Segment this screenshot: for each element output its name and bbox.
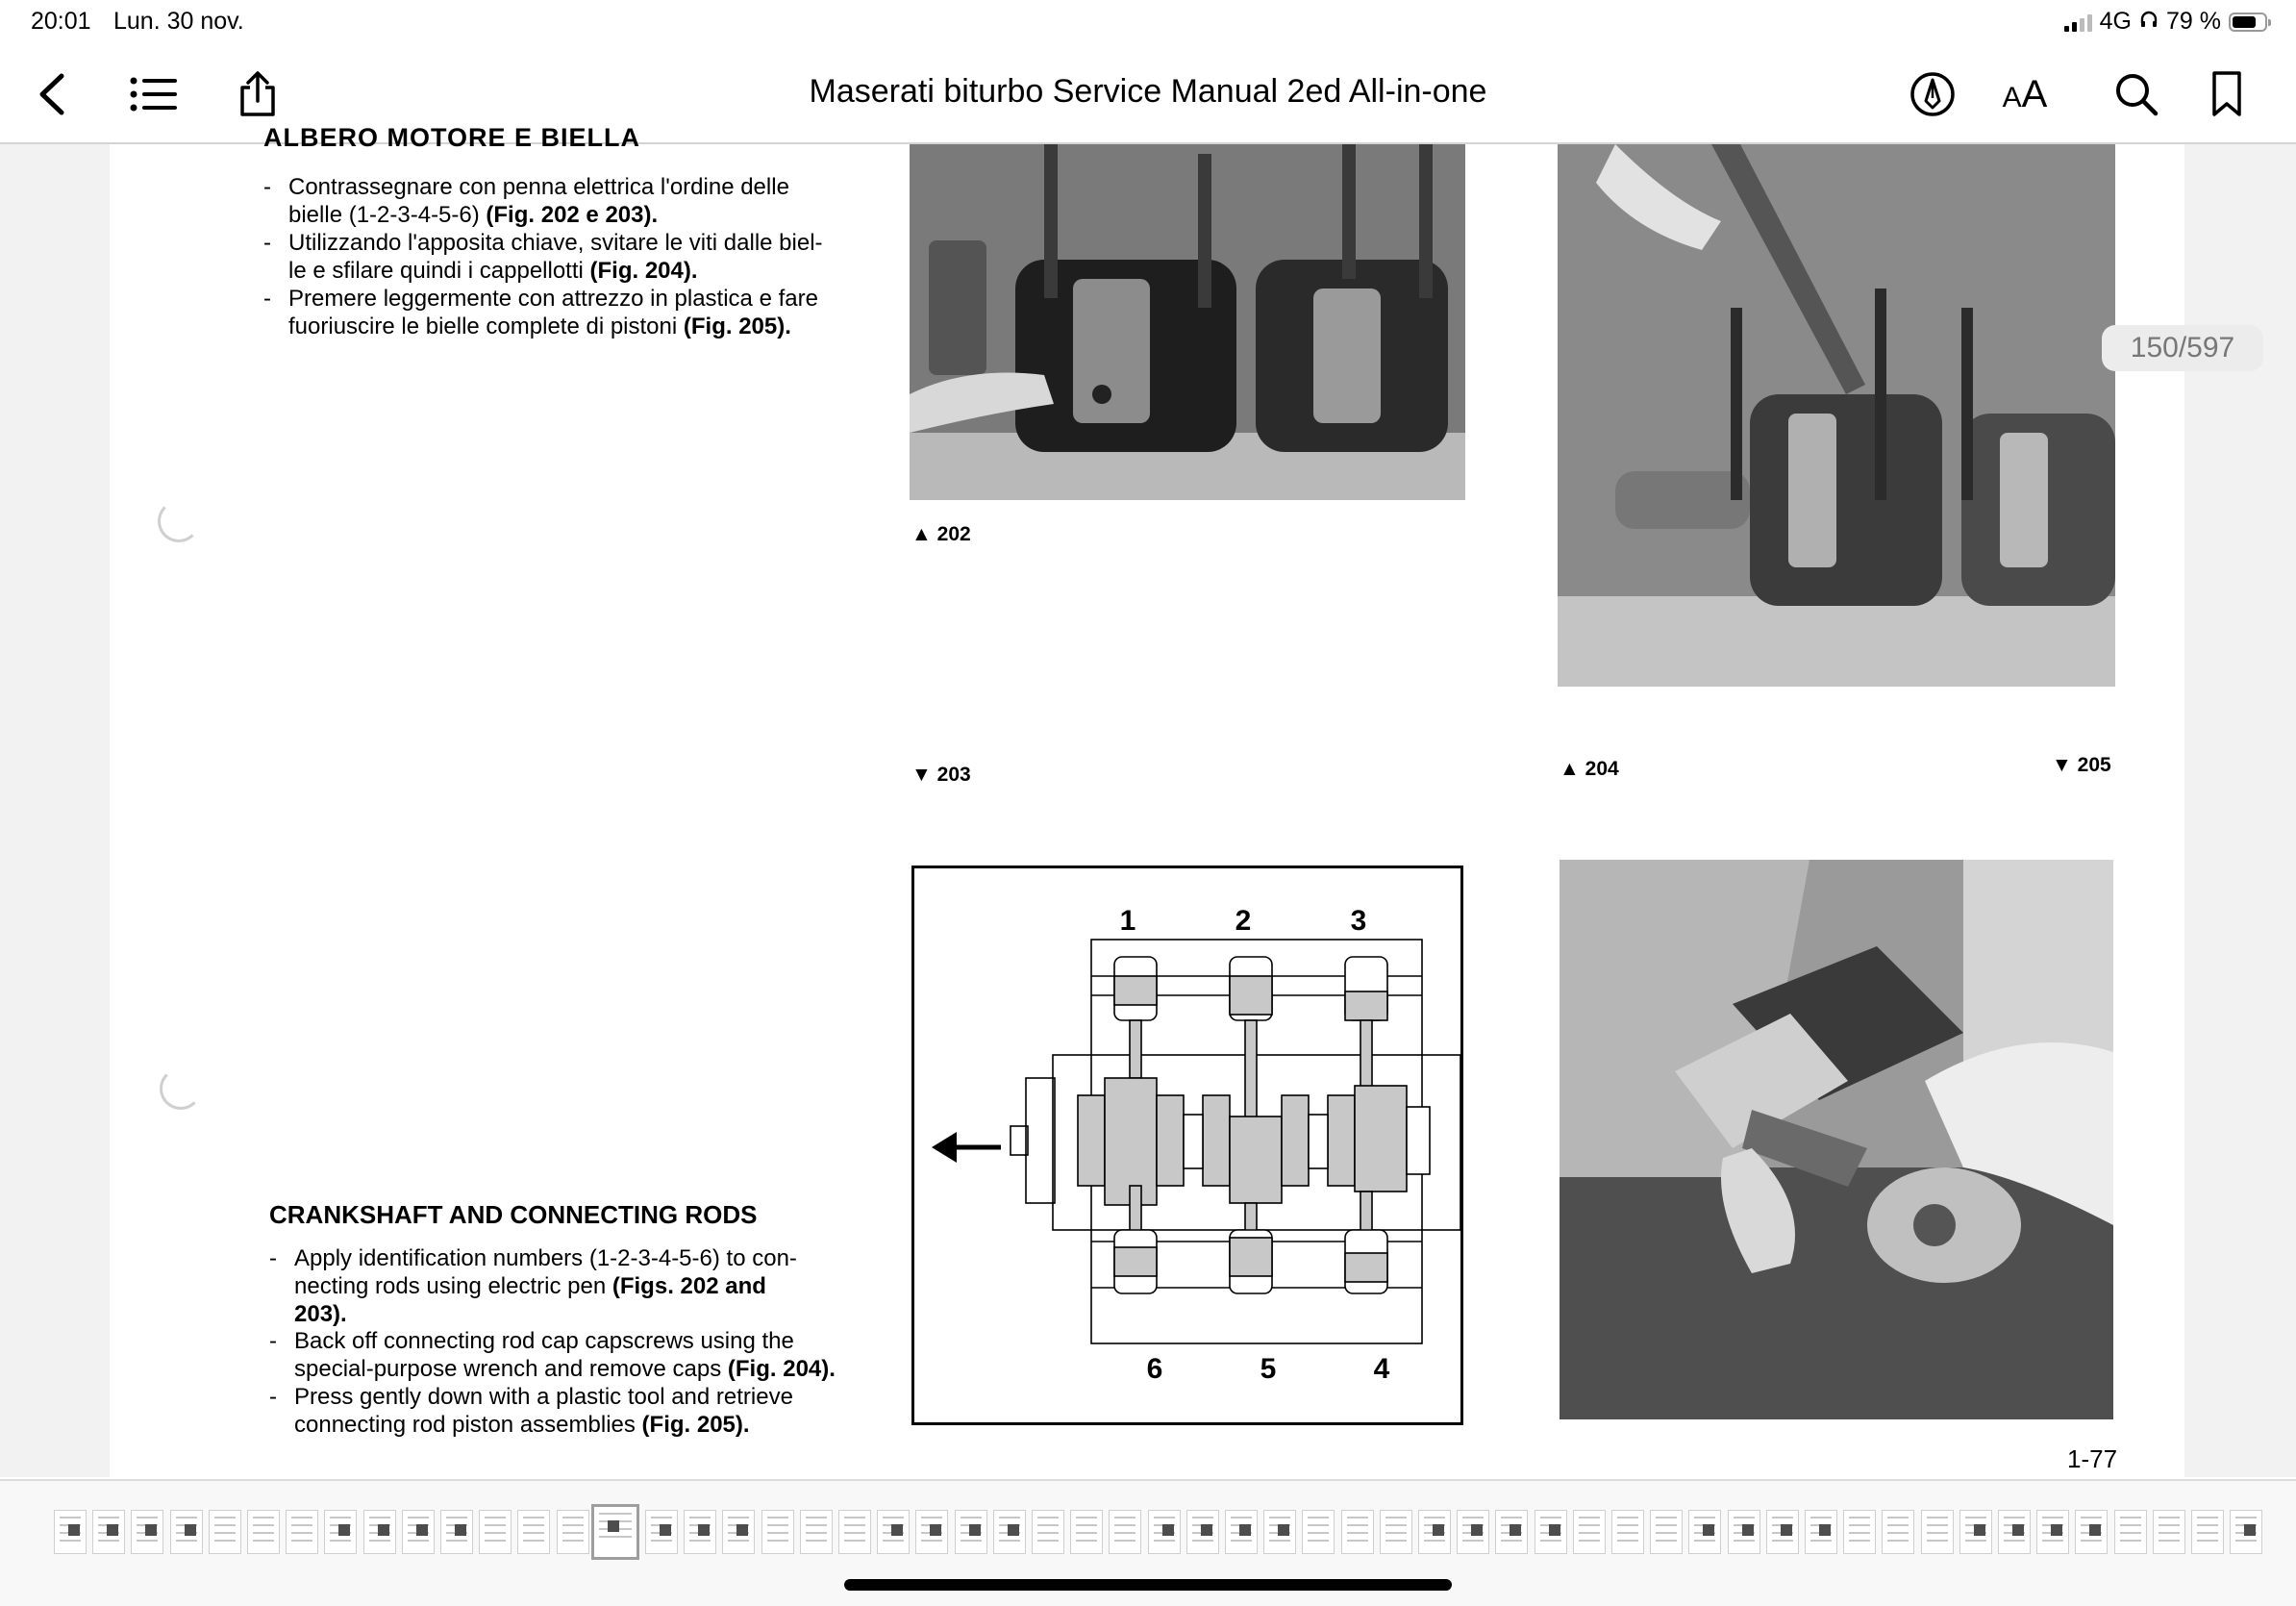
english-bullet-1: - Apply identification numbers (1-2-3-4-5-6) to con- necting rods using electric pen (Figs. 202 and 203).: [269, 1245, 797, 1327]
cylinder-label-1: 1: [1119, 905, 1136, 937]
page-thumbnail[interactable]: [402, 1510, 435, 1554]
home-indicator: [844, 1579, 1452, 1591]
page-thumbnail[interactable]: [1611, 1510, 1644, 1554]
status-bar: [0, 0, 2296, 44]
bookmark-icon: [2210, 70, 2243, 118]
page-thumbnail[interactable]: [1457, 1510, 1489, 1554]
document-title: Maserati biturbo Service Manual 2ed All-in-one: [809, 73, 1487, 110]
page-thumbnail[interactable]: [1186, 1510, 1219, 1554]
page-thumbnail[interactable]: [517, 1510, 550, 1554]
text-size-icon: AA: [2002, 72, 2048, 115]
italian-heading: ALBERO MOTORE E BIELLA: [263, 123, 641, 152]
status-time: 20:01: [31, 8, 91, 35]
page-thumbnail[interactable]: [170, 1510, 203, 1554]
search-icon: [2114, 72, 2159, 116]
page-thumbnail[interactable]: [955, 1510, 987, 1554]
figure-204-photo: [1558, 144, 2115, 687]
markup-icon: [1909, 71, 1956, 117]
figure-203-diagram: [911, 866, 1463, 1425]
page-thumbnail[interactable]: [1148, 1510, 1181, 1554]
page-thumbnail[interactable]: [1998, 1510, 2031, 1554]
crankshaft-diagram: [914, 868, 1460, 1422]
page-thumbnail[interactable]: [1766, 1510, 1799, 1554]
page-thumbnail[interactable]: [915, 1510, 948, 1554]
figure-204-caption: ▲ 204: [1560, 758, 1619, 780]
page-thumbnail[interactable]: [877, 1510, 910, 1554]
page-thumbnail[interactable]: [2230, 1510, 2262, 1554]
page-thumbnail[interactable]: [557, 1510, 589, 1554]
page-thumbnail[interactable]: [1688, 1510, 1721, 1554]
search-button[interactable]: [2108, 65, 2165, 123]
page-thumbnail[interactable]: [1302, 1510, 1335, 1554]
page-thumbnail[interactable]: [479, 1510, 512, 1554]
page-thumbnail[interactable]: [1535, 1510, 1567, 1554]
status-indicators: [2064, 8, 2267, 36]
loading-indicator: [160, 1067, 202, 1110]
document-viewer[interactable]: [0, 123, 2296, 1477]
page-thumbnail[interactable]: [1882, 1510, 1914, 1554]
page-thumbnail[interactable]: [363, 1510, 396, 1554]
page-thumbnail[interactable]: [2191, 1510, 2224, 1554]
cylinder-label-5: 5: [1260, 1353, 1277, 1385]
page-thumbnail[interactable]: [1225, 1510, 1258, 1554]
page-thumbnail[interactable]: [1380, 1510, 1412, 1554]
page-counter: 150/597: [2102, 325, 2263, 371]
page-thumbnail[interactable]: [1573, 1510, 1606, 1554]
battery-icon: [2229, 13, 2267, 32]
page-thumbnail[interactable]: [993, 1510, 1026, 1554]
page-thumbnail[interactable]: [1263, 1510, 1296, 1554]
page-number: 1-77: [2067, 1444, 2118, 1473]
battery-percent: 79 %: [2166, 8, 2221, 35]
english-bullet-2: - Back off connecting rod cap capscrews using the special-purpose wrench and remove caps (Fig. 204).: [269, 1328, 836, 1382]
italian-bullet-1: - Contrassegnare con penna elettrica l'ordine delle bielle (1-2-3-4-5-6) (Fig. 202 e 203).: [263, 174, 789, 228]
page-thumbnail[interactable]: [1805, 1510, 1837, 1554]
italian-bullet-3: - Premere leggermente con attrezzo in plastica e fare fuoriuscire le bielle complete di pistoni (Fig. 205).: [263, 286, 818, 339]
figure-203-caption: ▼ 203: [911, 764, 971, 786]
page-thumbnail[interactable]: [684, 1510, 716, 1554]
status-date: Lun. 30 nov.: [113, 8, 244, 35]
page-thumbnail[interactable]: [1418, 1510, 1451, 1554]
cylinder-label-6: 6: [1146, 1353, 1163, 1385]
cellular-signal-icon: [2064, 13, 2092, 32]
english-heading: CRANKSHAFT AND CONNECTING RODS: [269, 1200, 758, 1229]
page-thumbnail[interactable]: [761, 1510, 794, 1554]
cylinder-label-4: 4: [1373, 1353, 1390, 1385]
page-thumbnail[interactable]: [2075, 1510, 2108, 1554]
page-thumbnail[interactable]: [1341, 1510, 1374, 1554]
figure-205-caption: ▼ 205: [2052, 754, 2111, 776]
page-thumbnail[interactable]: [131, 1510, 163, 1554]
page-thumbnail[interactable]: [92, 1510, 125, 1554]
page-thumbnail[interactable]: [247, 1510, 280, 1554]
page-thumbnail[interactable]: [1843, 1510, 1876, 1554]
page-thumbnail[interactable]: [1650, 1510, 1683, 1554]
page-thumbnail[interactable]: [1959, 1510, 1992, 1554]
page-thumbnail[interactable]: [1032, 1510, 1064, 1554]
page-thumbnail[interactable]: [800, 1510, 833, 1554]
english-bullet-3: - Press gently down with a plastic tool and retrieve connecting rod piston assemblies (Fig. 205).: [269, 1384, 793, 1438]
text-size-button[interactable]: [1996, 65, 2054, 123]
figure-202-photo: [910, 144, 1465, 500]
pdf-page[interactable]: [110, 123, 2184, 1477]
headphones-icon: [2139, 8, 2159, 36]
figure-202-caption: ▲ 202: [911, 523, 971, 545]
cylinder-label-2: 2: [1235, 905, 1252, 937]
page-thumbnail[interactable]: [54, 1510, 87, 1554]
page-thumbnail[interactable]: [324, 1510, 357, 1554]
page-thumbnail[interactable]: [1109, 1510, 1141, 1554]
page-thumbnail[interactable]: [286, 1510, 318, 1554]
page-thumbnail[interactable]: [2153, 1510, 2185, 1554]
markup-button[interactable]: [1904, 65, 1961, 123]
page-thumbnail[interactable]: [440, 1510, 473, 1554]
page-thumbnail[interactable]: [1921, 1510, 1954, 1554]
italian-bullet-2: - Utilizzando l'apposita chiave, svitare le viti dalle biel- le e sfilare quindi i cappellotti (Fig. 204).: [263, 230, 823, 284]
cylinder-label-3: 3: [1350, 905, 1367, 937]
page-thumbnail[interactable]: [2114, 1510, 2147, 1554]
bookmark-button[interactable]: [2198, 65, 2256, 123]
page-thumbnail[interactable]: [2036, 1510, 2069, 1554]
page-thumbnail[interactable]: [1728, 1510, 1760, 1554]
page-thumbnail[interactable]: [1495, 1510, 1528, 1554]
page-thumbnail[interactable]: [591, 1504, 639, 1560]
page-thumbnail[interactable]: [645, 1510, 678, 1554]
figure-205-photo: [1560, 860, 2113, 1419]
page-thumbnail[interactable]: [209, 1510, 241, 1554]
loading-indicator: [158, 500, 200, 542]
page-thumbnail[interactable]: [1070, 1510, 1103, 1554]
page-thumbnail[interactable]: [722, 1510, 755, 1554]
text-size-label: A: [2021, 72, 2048, 115]
network-type: 4G: [2099, 8, 2133, 35]
page-thumbnail[interactable]: [838, 1510, 871, 1554]
